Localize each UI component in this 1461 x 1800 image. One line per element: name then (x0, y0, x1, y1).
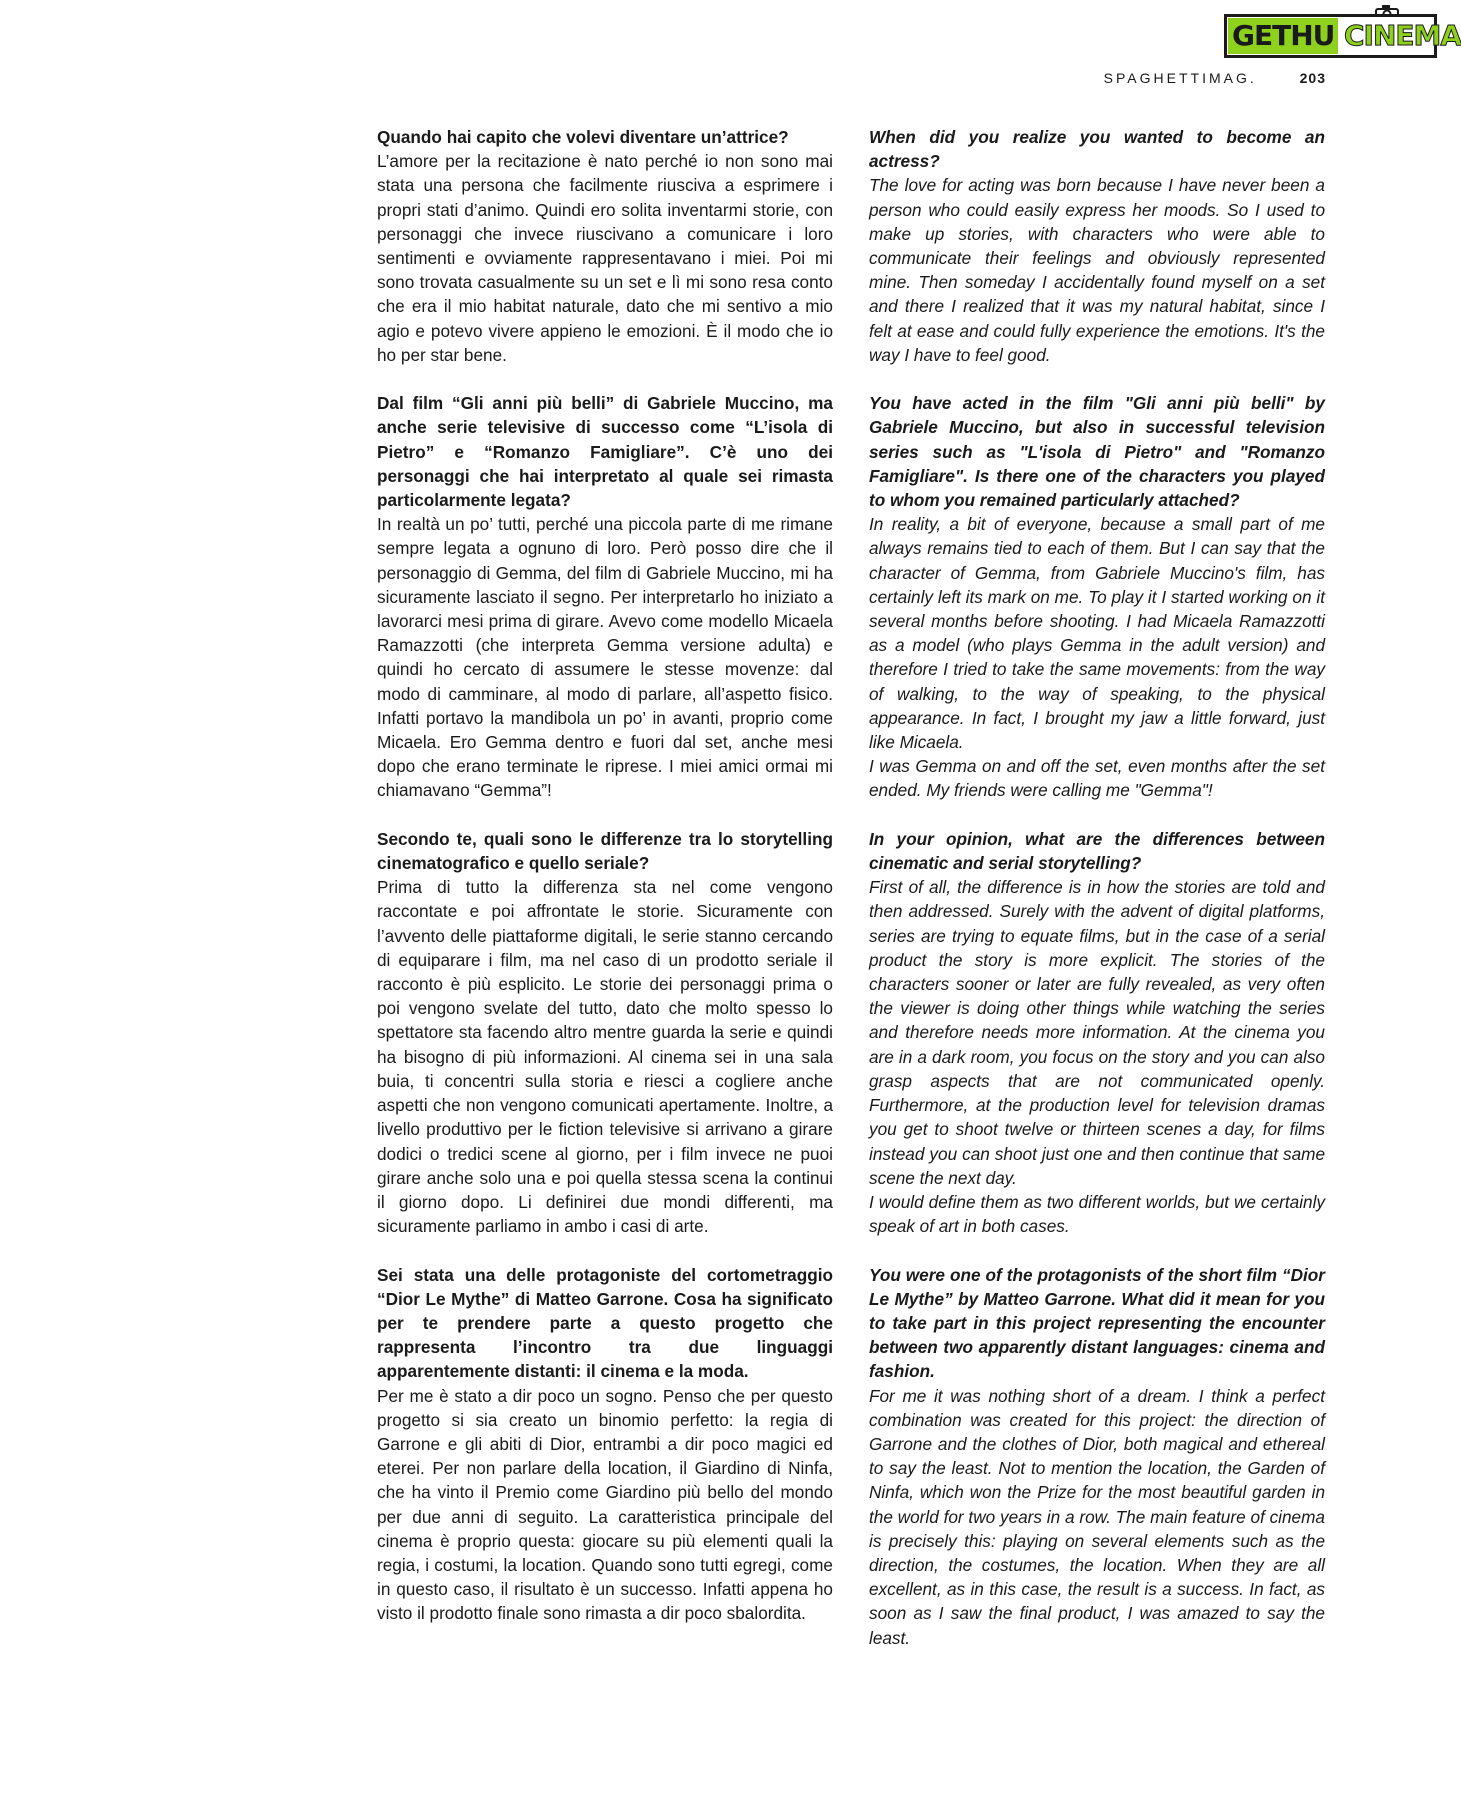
page-header (1104, 70, 1326, 86)
answer: Prima di tutto la differenza sta nel come vengono raccontate e poi affrontate le storie. Sicuramente con l’avvento delle piattaforme digitali, le serie stanno cercando di equiparare i film, ma nel caso di un prodotto seriale il racconto è più esplicito. Le storie dei personaggi prima o poi vengono svelate del tutto, dato che molto spesso lo spettatore sta facendo altro mentre guarda la serie e quindi ha bisogno di più informazioni. Al cinema sei in una sala buia, ti concentri sulla storia e riesci a cogliere anche aspetti che non vengono comunicati apertamente. Inoltre, a livello produttivo per le fiction televisive si arrivano a girare dodici o tredici scene al giorno, per i film invece ne puoi girare anche solo una e poi quella stessa scena la continui il giorno dopo. Li definirei due mondi differenti, ma sicuramente parliamo in ambo i casi di arte. (377, 877, 833, 1237)
question: When did you realize you wanted to become an actress? (869, 127, 1325, 172)
qa-block (869, 1263, 1325, 1650)
logo-text-gethu: GETHU (1228, 18, 1338, 54)
question: Dal film “Gli anni più belli” di Gabriele Muccino, ma anche serie televisive di successo come “L’isola di Pietro” e “Romanzo Famigliare”. C’è uno dei personaggi che hai interpretato al quale sei rimasta particolarmente legata? (377, 393, 833, 511)
magazine-name: SPAGHETTIMAG. (1103, 70, 1257, 86)
answer: L’amore per la recitazione è nato perché io non sono mai stata una persona che facilmente riusciva a esprimere i propri stati d’animo. Quindi ero solita inventarmi storie, con personaggi che invece riuscivano a comunicare i loro sentimenti e ovviamente rappresentavano i miei. Poi mi sono trovata casualmente su un set e lì mi sono resa conto che era il mio habitat naturale, dato che mi sentivo a mio agio e potevo vivere appieno le emozioni. È il modo che io ho per star bene. (377, 151, 833, 365)
question: Sei stata una delle protagoniste del cortometraggio “Dior Le Mythe” di Matteo Garrone. Cosa ha significato per te prendere parte a questo progetto che rappresenta l’incontro tra due linguaggi apparentemente distanti: il cinema e la moda. (377, 1264, 833, 1382)
answer-continued: I was Gemma on and off the set, even months after the set ended. My friends were calling me "Gemma"! (869, 756, 1325, 801)
answer: First of all, the difference is in how the stories are told and then addressed. Surely with the advent of digital platforms, series are trying to equate films, but in the case of a serial product the story is more explicit. The stories of the characters sooner or later are fully revealed, as very often the viewer is doing other things while watching the series and therefore needs more information. At the cinema you are in a dark room, you focus on the story and you can also grasp aspects that are not communicated openly. Furthermore, at the production level for television dramas you get to shoot twelve or thirteen scenes a day, for films instead you can shoot just one and then continue that same scene the next day. (869, 877, 1325, 1188)
qa-block (377, 827, 833, 1238)
question: In your opinion, what are the differences between cinematic and serial storytelling? (869, 828, 1325, 874)
answer: In reality, a bit of everyone, because a small part of me always remains tied to each of them. But I can say that the character of Gemma, from Gabriele Muccino's film, has certainly left its mark on me. To play it I started working on it several months before shooting. I had Micaela Ramazzotti as a model (who plays Gemma in the adult version) and therefore I tried to take the same movements: from the way of walking, to the way of speaking, to the physical appearance. In fact, I brought my jaw a little forward, just like Micaela. (869, 514, 1325, 753)
qa-block (377, 391, 833, 802)
english-column (869, 125, 1325, 1674)
question: Secondo te, quali sono le differenze tra lo storytelling cinematografico e quello seriale? (377, 828, 833, 874)
question: You were one of the protagonists of the short film “Dior Le Mythe” by Matteo Garrone. What did it mean for you to take part in this project representing the encounter between two apparently distant languages: cinema and fashion. (869, 1264, 1325, 1382)
answer: For me it was nothing short of a dream. I think a perfect combination was created for this project: the direction of Garrone and the clothes of Dior, both magical and ethereal to say the least. Not to mention the location, the Garden of Ninfa, which won the Prize for the most beautiful garden in the world for two years in a row. The main feature of cinema is precisely this: playing on several elements such as the direction, the costumes, the location. When they are all excellent, as in this case, the result is a success. In fact, as soon as I saw the final product, I was amazed to say the least. (869, 1385, 1325, 1648)
qa-block (377, 125, 833, 367)
qa-block (869, 125, 1325, 367)
answer: Per me è stato a dir poco un sogno. Penso che per questo progetto si sia creato un binomio perfetto: la regia di Garrone e gli abiti di Dior, entrambi a dir poco magici ed eterei. Per non parlare della location, il Giardino di Ninfa, che ha vinto il Premio come Giardino più bello del mondo per due anni di seguito. La caratteristica principale del cinema è proprio questa: giocare su più elementi quali la regia, i costumi, la location. Quando sono tutti egregi, come in questo caso, il risultato è un successo. Infatti appena ho visto il prodotto finale sono rimasta a dir poco sbalordita. (377, 1385, 833, 1624)
page-number: 203 (1299, 70, 1326, 86)
italian-column (377, 125, 833, 1650)
logo-text-cinema: CINEMA (1344, 19, 1461, 52)
question: Quando hai capito che volevi diventare un’attrice? (377, 127, 789, 147)
answer: The love for acting was born because I have never been a person who could easily express her moods. So I used to make up stories, with characters who were able to communicate their feelings and obviously represented mine. Then someday I accidentally found myself on a set and there I realized that it was my natural habitat, since I felt at ease and could fully experience the emotions. It's the way I have to feel good. (869, 175, 1325, 365)
question: You have acted in the film "Gli anni più belli" by Gabriele Muccino, but also in successful television series such as "L'isola di Pietro" and "Romanzo Famigliare". Is there one of the characters you played to whom you remained particularly attached? (869, 393, 1325, 511)
answer: In realtà un po’ tutti, perché una piccola parte di me rimane sempre legata a ognuno di loro. Però posso dire che il personaggio di Gemma, del film di Gabriele Muccino, mi ha sicuramente lasciato il segno. Per interpretarlo ho iniziato a lavorarci mesi prima di girare. Avevo come modello Micaela Ramazzotti (che interpreta Gemma versione adulta) e quindi ho cercato di assumere le stesse movenze: dal modo di camminare, al modo di parlare, all’aspetto fisico. Infatti portavo la mandibola un po’ in avanti, proprio come Micaela. Ero Gemma dentro e fuori dal set, anche mesi dopo che erano terminate le riprese. I miei amici ormai mi chiamavano “Gemma”! (377, 514, 833, 801)
site-logo (1224, 8, 1461, 60)
qa-block (869, 391, 1325, 802)
qa-block (377, 1263, 833, 1626)
qa-block (869, 827, 1325, 1238)
answer-continued: I would define them as two different worlds, but we certainly speak of art in both cases. (869, 1191, 1325, 1237)
